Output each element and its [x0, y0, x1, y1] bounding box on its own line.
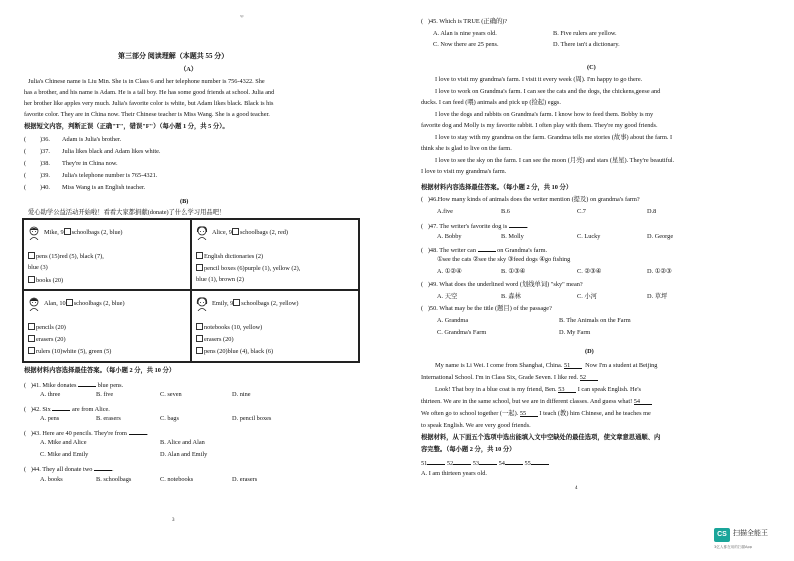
donor-cell-mike — [23, 219, 191, 290]
option[interactable]: C. ②③④ — [577, 268, 602, 275]
passage-d-label: (D) — [585, 348, 594, 355]
passage-d-line: We often go to school together (一起). 55 I teach (教) him Chinese, and he teaches me — [421, 410, 651, 417]
checkbox-icon — [196, 323, 203, 330]
blank-52[interactable]: 52 — [580, 374, 598, 381]
passage-c-line: I love the dogs and rabbits on Grandma's farm. I know how to feed them. Bobby is my — [435, 111, 654, 118]
blank-54[interactable]: 54 — [634, 398, 652, 405]
option[interactable]: A. books — [40, 476, 63, 483]
donor-name: Alan, 10 — [44, 300, 66, 307]
option[interactable]: A. three — [40, 391, 61, 398]
donor-item: erasers (20) — [204, 336, 234, 343]
question-48: ( )48. The writer can on Grandma's farm. — [421, 247, 548, 254]
answer-blank[interactable] — [509, 221, 527, 228]
answer-blank[interactable] — [479, 458, 497, 465]
page-number: 3 — [172, 518, 175, 523]
b-instruction: 根据材料内容选择最佳答案。（每小题 2 分，共 10 分） — [24, 367, 176, 374]
passage-c-line: I love to work on Grandma's farm. I can see the cats and the dogs, the chickens,geese and — [435, 88, 661, 95]
option[interactable]: B. Five rulers are yellow. — [553, 30, 617, 37]
option[interactable]: D. pencil boxes — [232, 415, 272, 422]
option[interactable]: C. seven — [160, 391, 182, 398]
checkbox-icon — [28, 347, 35, 354]
passage-b-label: (B) — [180, 198, 189, 205]
passage-c-line: favorite dog and Molly is my favorite rabbit. I often play with them. They're my good friends. — [421, 122, 658, 129]
donation-grid — [22, 218, 360, 363]
passage-a-line: has a brother, and his name is Adam. He is a tall boy. He has some good friends at school. Julia and — [24, 89, 275, 96]
passage-d-line: to speak English. We are very good friends. — [421, 422, 531, 429]
option[interactable]: C. 小河 — [577, 293, 597, 300]
option[interactable]: A. 天空 — [437, 293, 458, 300]
donor-item: pens (20)blue (4), black (6) — [204, 348, 274, 355]
blank-55[interactable]: 55 — [520, 410, 538, 417]
donor-item: rulers (10)white (5), green (5) — [36, 348, 112, 355]
question-49: ( )49. What does the underlined word (划线单词) "sky" mean? — [421, 281, 583, 288]
option[interactable]: A. ①②④ — [437, 268, 462, 275]
option[interactable]: D. ①②③ — [647, 268, 672, 275]
option[interactable]: C. Mike and Emily — [40, 451, 89, 458]
question-44: ( )44. They all donate two . — [24, 466, 114, 473]
donor-item: pens (15)red (5), black (7), — [36, 253, 104, 260]
right-page — [397, 0, 794, 561]
passage-d-line: International School. I'm in Class Six, Grade Seven. I like red. 52 — [421, 374, 598, 382]
donor-item: schoolbags (2, red) — [239, 229, 289, 236]
blank-53[interactable]: 53 — [558, 386, 576, 393]
answer-blank[interactable] — [531, 458, 549, 465]
donor-item: schoolbags (2, blue) — [73, 300, 125, 307]
question-42: ( )42. Six are from Alice. — [24, 406, 110, 413]
question-43: ( )43. Here are 40 pencils. They're from . — [24, 430, 149, 437]
option[interactable]: B. Alice and Alan — [160, 439, 205, 446]
donor-item: schoolbags (2, blue) — [71, 229, 123, 236]
option[interactable]: D. There isn't a dictionary. — [553, 41, 620, 48]
q48-choices: ①see the cats ②see the sky ③feed dogs ④go fishing — [437, 256, 571, 263]
checkbox-icon — [196, 335, 203, 342]
passage-a-instruction: 根据短文内容，判断正误（正确"T"，错误"F"）（每小题 1 分，共 5 分）。 — [24, 123, 229, 130]
option[interactable]: D. Alan and Emily — [160, 451, 208, 458]
camscanner-logo-icon: CS — [714, 528, 730, 542]
answer-blank[interactable] — [129, 428, 147, 435]
donor-cell-alan — [23, 290, 191, 362]
question-46: ( )46.How many kinds of animals does the writer mention (提及) on grandma's farm? — [421, 196, 640, 203]
option[interactable]: D. My Farm — [559, 329, 591, 336]
scanner-brand: 扫描全能王 — [733, 529, 768, 537]
answer-line: 51 52 53 54 55 — [421, 458, 549, 468]
child-avatar-icon — [28, 297, 40, 311]
checkbox-icon — [28, 335, 35, 342]
checkbox-icon — [28, 323, 35, 330]
option[interactable]: B. five — [96, 391, 114, 398]
donor-item: erasers (20) — [36, 336, 66, 343]
checkbox-icon — [233, 299, 240, 306]
donor-name: Mike, 9 — [44, 229, 64, 236]
option[interactable]: A. Grandma — [437, 317, 469, 324]
checkbox-icon — [66, 299, 73, 306]
donor-item: notebooks (10, yellow) — [204, 324, 263, 331]
donor-cell-emily — [191, 290, 359, 362]
donor-item: pencils (20) — [36, 324, 66, 331]
donor-cell-alice — [191, 219, 359, 290]
question-50: ( )50. What may be the title (题目) of the passage? — [421, 305, 552, 312]
answer-blank[interactable] — [427, 458, 445, 465]
donor-item: blue (3) — [28, 264, 48, 271]
checkbox-icon — [196, 252, 203, 259]
passage-a-label: （A） — [180, 66, 198, 73]
option[interactable]: B. ①③④ — [501, 268, 526, 275]
checkbox-icon — [64, 228, 71, 235]
option[interactable]: B. erasers — [96, 415, 121, 422]
page-number: 4 — [575, 486, 578, 491]
child-avatar-icon — [196, 297, 208, 311]
d-instruction: 容完整。（每小题 2 分，共 10 分） — [421, 446, 516, 453]
answer-blank[interactable] — [94, 464, 112, 471]
option[interactable]: B. Molly — [501, 233, 524, 240]
question-47: ( )47. The writer's favorite dog is . — [421, 223, 529, 230]
option[interactable]: A. Alan is nine years old. — [433, 30, 497, 37]
option: A. I am thirteen years old. — [421, 470, 487, 477]
passage-c-line: I love to visit my grandma's farm. — [421, 168, 507, 175]
passage-c-line: ducks. I can feed (喂) animals and pick up (捡起) eggs. — [421, 99, 561, 106]
passage-d-line: Look! That boy in a blue coat is my friend, Ben. 53 I can speak English. He's — [435, 386, 641, 393]
question-45: ( )45. Which is TRUE (正确的)? — [421, 18, 508, 25]
option[interactable]: A. Mike and Alice — [40, 439, 87, 446]
left-page: sp 第三部分 阅读理解（本题共 55 分） （A） Julia's Chinese name is Liu Min. She is in Class 6 and her telephone number is 756-4322. She has a brother, and his name is Adam. He is a tall boy. He has some good friends at school. Julia and her brother like apples very much. Julia's favorite color is white, but Adam likes black. Black is his favorite color. They are in China now. Their Chinese teacher is Miss Wang. She is a good teacher. 根据短文内容，判断正误（正确"T"，错误"F"）（每小题 1 分，共 5 分）。 ( )36. Adam is Julia's brother. ( )37. Julia likes black and Adam likes white. ( )38. They're in China now. ( )39. Julia's telephone number is 765-4321. ( )40. Miss Wang is an English teacher. (B) 爱心助学公益活动开始啦！看看大家都捐献(donate)了什么学习用品吧！ Mike, 9 schoolbags (2, blue) pens (15)red (5), black (7), blue (3) books (20) Alice, 9 schoolbags (2, red) English dictionaries (2) pencil boxes (6)purple (1), yellow (2), blue (1), brown (2) Alan, 10 schoolbags (2, blue) pencils (20) erasers (20) rulers (10)white (5), green (5) Emily, 9 schoolbags (2, yellow) notebooks (10, yellow) erasers (20) pens (20)blue (4), black (6) 根据材料内容选择最佳答案。（每小题 2 分，共 10 分） ( )41. Mike donates blue pens. A. three B. five C. seven D. nine ( )42. Six are from Alice. A. pens B. erasers C. bags D. pencil boxes ( )43. Here are 40 pencils. They're from . A. Mike and Alice B. Alice and Alan C. Mike and Emily D. Alan and Emily ( )44. They all donate two . A. books B. schoolbags C. notebooks D. erasers 3 — [0, 0, 397, 561]
passage-d-line: thirteen. We are in the same school, but we are in different classes. And guess what! 54 — [421, 398, 652, 406]
option[interactable]: C. bags — [160, 415, 179, 422]
checkbox-icon — [28, 276, 35, 283]
checkbox-icon — [232, 228, 239, 235]
option[interactable]: D. erasers — [232, 476, 258, 483]
option[interactable]: A. pens — [40, 415, 60, 422]
passage-a-line: Julia's Chinese name is Liu Min. She is in Class 6 and her telephone number is 756-4322. She — [28, 78, 265, 85]
answer-blank[interactable] — [52, 404, 70, 411]
checkbox-icon — [28, 252, 35, 259]
option[interactable]: B. The Animals on the Farm — [559, 317, 631, 324]
donor-name: Emily, 9 — [212, 300, 234, 307]
option[interactable]: C. Grandma's Farm — [437, 329, 487, 336]
option[interactable]: C.7 — [577, 208, 586, 215]
option[interactable]: D. George — [647, 233, 674, 240]
donor-item: English dictionaries (2) — [204, 253, 264, 260]
donor-item: blue (1), brown (2) — [196, 276, 244, 283]
passage-c-line: think she is glad to live on the farm. — [421, 145, 512, 152]
option[interactable]: D. nine — [232, 391, 251, 398]
question-41: ( )41. Mike donates blue pens. — [24, 382, 124, 389]
option[interactable]: C. Now there are 25 pens. — [433, 41, 499, 48]
answer-blank[interactable] — [453, 458, 471, 465]
section-title: 第三部分 阅读理解（本题共 55 分） — [118, 52, 229, 60]
answer-blank[interactable] — [478, 245, 496, 252]
passage-c-line: I love to visit my grandma's farm. I visit it every week (周). I'm happy to go there. — [435, 76, 643, 83]
c-instruction: 根据材料内容选择最佳答案。（每小题 2 分，共 10 分） — [421, 184, 573, 191]
passage-b-intro: 爱心助学公益活动开始啦！看看大家都捐献(donate)了什么学习用品吧！ — [28, 209, 226, 216]
passage-c-line: I love to see the sky on the farm. I can see the moon (月亮) and stars (星星). They're beautiful. — [435, 157, 675, 164]
page-mark: sp — [240, 13, 244, 18]
option[interactable]: A.five — [437, 208, 453, 215]
passage-d-line: My name is Li Wei. I come from Shanghai, China. 51 Now I'm a student at Beijing — [435, 362, 658, 369]
answer-blank[interactable] — [505, 458, 523, 465]
donor-name: Alice, 9 — [212, 229, 232, 236]
answer-blank[interactable] — [78, 380, 96, 387]
donor-item: pencil boxes (6)purple (1), yellow (2), — [204, 265, 301, 272]
passage-a-line: favorite color. They are in China now. Their Chinese teacher is Miss Wang. She is a good teacher. — [24, 111, 270, 118]
option[interactable]: A. Bobby — [437, 233, 462, 240]
option[interactable]: C. notebooks — [160, 476, 194, 483]
child-avatar-icon — [196, 226, 208, 240]
passage-c-line: I love to stay with my grandma on the farm. Grandma tells me stories (故事) about the farm. I — [435, 134, 673, 141]
option[interactable]: D. 草坪 — [647, 293, 668, 300]
donor-item: books (20) — [36, 277, 64, 284]
passage-c-label: (C) — [587, 64, 596, 71]
option[interactable]: B.6 — [501, 208, 510, 215]
passage-a-line: her brother like apples very much. Julia's favorite color is white, but Adam likes black. Black is his — [24, 100, 274, 107]
d-instruction: 根据材料，从下面五个选项中选出能填入文中空缺处的最佳选项，使文章意思通顺、内 — [421, 434, 661, 441]
checkbox-icon — [196, 264, 203, 271]
donor-item: schoolbags (2, yellow) — [241, 300, 299, 307]
blank-51[interactable]: 51 — [564, 362, 582, 369]
child-avatar-icon — [28, 226, 40, 240]
option[interactable]: B. schoolbags — [96, 476, 132, 483]
scanner-slogan: 3亿人都在用的扫描App — [714, 545, 753, 549]
option[interactable]: B. 森林 — [501, 293, 521, 300]
option[interactable]: D.8 — [647, 208, 657, 215]
option[interactable]: C. Lucky — [577, 233, 601, 240]
checkbox-icon — [196, 347, 203, 354]
